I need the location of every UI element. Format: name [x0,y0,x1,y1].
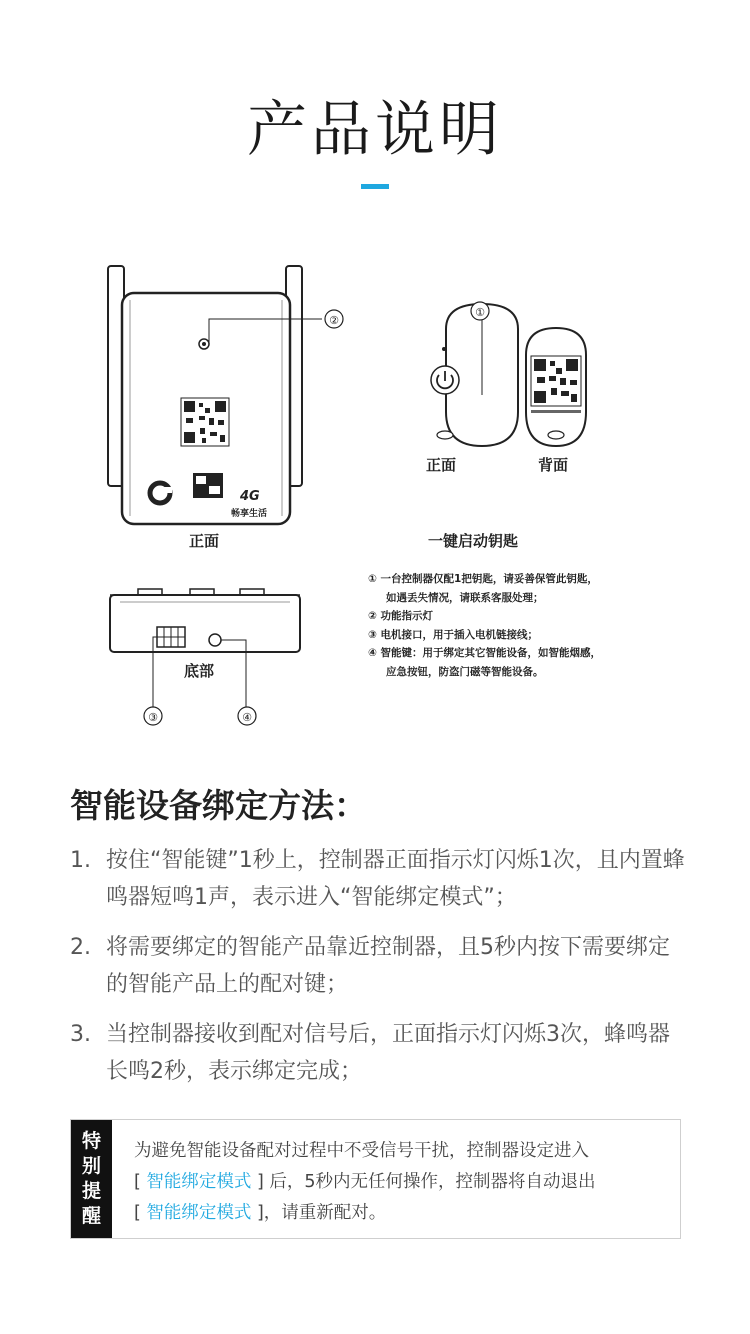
note-item: ③ 电机接口，用于插入电机链接线； [368,628,539,641]
smart-key-button-icon [209,634,221,646]
notice-body [112,1120,595,1238]
notice-tag-char: 别 [81,1155,101,1177]
callout-1-number: ① [475,306,485,319]
mode-name-highlight: 智能绑定模式 [146,1203,252,1223]
list-item [70,1016,690,1090]
key-front-label: 正面 [426,456,457,474]
notice-tag-char: 醒 [81,1205,101,1227]
bottom-label: 底部 [184,662,215,680]
controller-front-label: 正面 [189,532,220,550]
list-item [70,842,690,916]
special-notice [70,1119,681,1239]
notice-tag-char: 提 [81,1180,101,1202]
note-item: 应急按钮，防盗门磁等智能设备。 [386,665,544,678]
notice-tag-char: 特 [81,1130,101,1152]
diagram-illustration [90,240,650,760]
notice-line-3: [ 智能绑定模式 ]，请重新配对。 [134,1203,387,1223]
notice-line-2-text: 后，5秒内无任何操作，控制器将自动退出 [269,1172,596,1192]
step-number: 1. [70,848,91,873]
key-qr-code-icon [531,356,581,406]
step-number: 3. [70,1022,91,1047]
section-title: 智能设备绑定方法： [70,786,367,825]
keyring-hole-icon [437,431,453,439]
qr-code-icon [181,398,229,446]
notice-line-2: [ 智能绑定模式 ] 后，5秒内无任何操作，控制器将自动退出 [134,1172,596,1192]
note-item: 如遇丢失情况，请联系客服处理； [386,591,544,604]
key-title-label: 一键启动钥匙 [428,532,519,550]
binding-steps [70,842,690,1103]
list-item [70,929,690,1003]
product-diagram [90,240,650,760]
callout-2-number: ② [329,314,339,327]
diagram-notes [368,570,648,681]
notice-line-3-text: ，请重新配对。 [263,1203,387,1223]
notice-tag [71,1120,112,1238]
step-text: 将需要绑定的智能产品靠近控制器，且5秒内按下需要绑定的智能产品上的配对键； [106,935,670,997]
mode-name-highlight: 智能绑定模式 [146,1172,252,1192]
brand-text: 畅享生活 [231,509,268,519]
step-text: 按住“智能键”1秒上，控制器正面指示灯闪烁1次，且内置蜂鸣器短鸣1声，表示进入“智能绑定模式”； [106,848,685,910]
key-back-label: 背面 [538,456,569,474]
title-accent-bar [361,184,389,189]
step-text: 当控制器接收到配对信号后，正面指示灯闪烁3次，蜂鸣器长鸣2秒，表示绑定完成； [106,1022,670,1084]
badge-4g: 4G [240,489,260,504]
note-item: ① 一台控制器仅配1把钥匙，请妥善保管此钥匙， [368,573,598,585]
note-item: ④ 智能键：用于绑定其它智能设备，如智能烟感， [368,647,602,659]
callout-3-number: ③ [148,711,158,724]
page-title: 产品说明 [247,95,503,165]
notice-line-1: 为避免智能设备配对过程中不受信号干扰，控制器设定进入 [134,1141,589,1161]
callout-4-number: ④ [242,711,252,724]
step-number: 2. [70,935,91,960]
controller-bottom [110,595,300,652]
note-item: ② 功能指示灯 [368,610,434,622]
